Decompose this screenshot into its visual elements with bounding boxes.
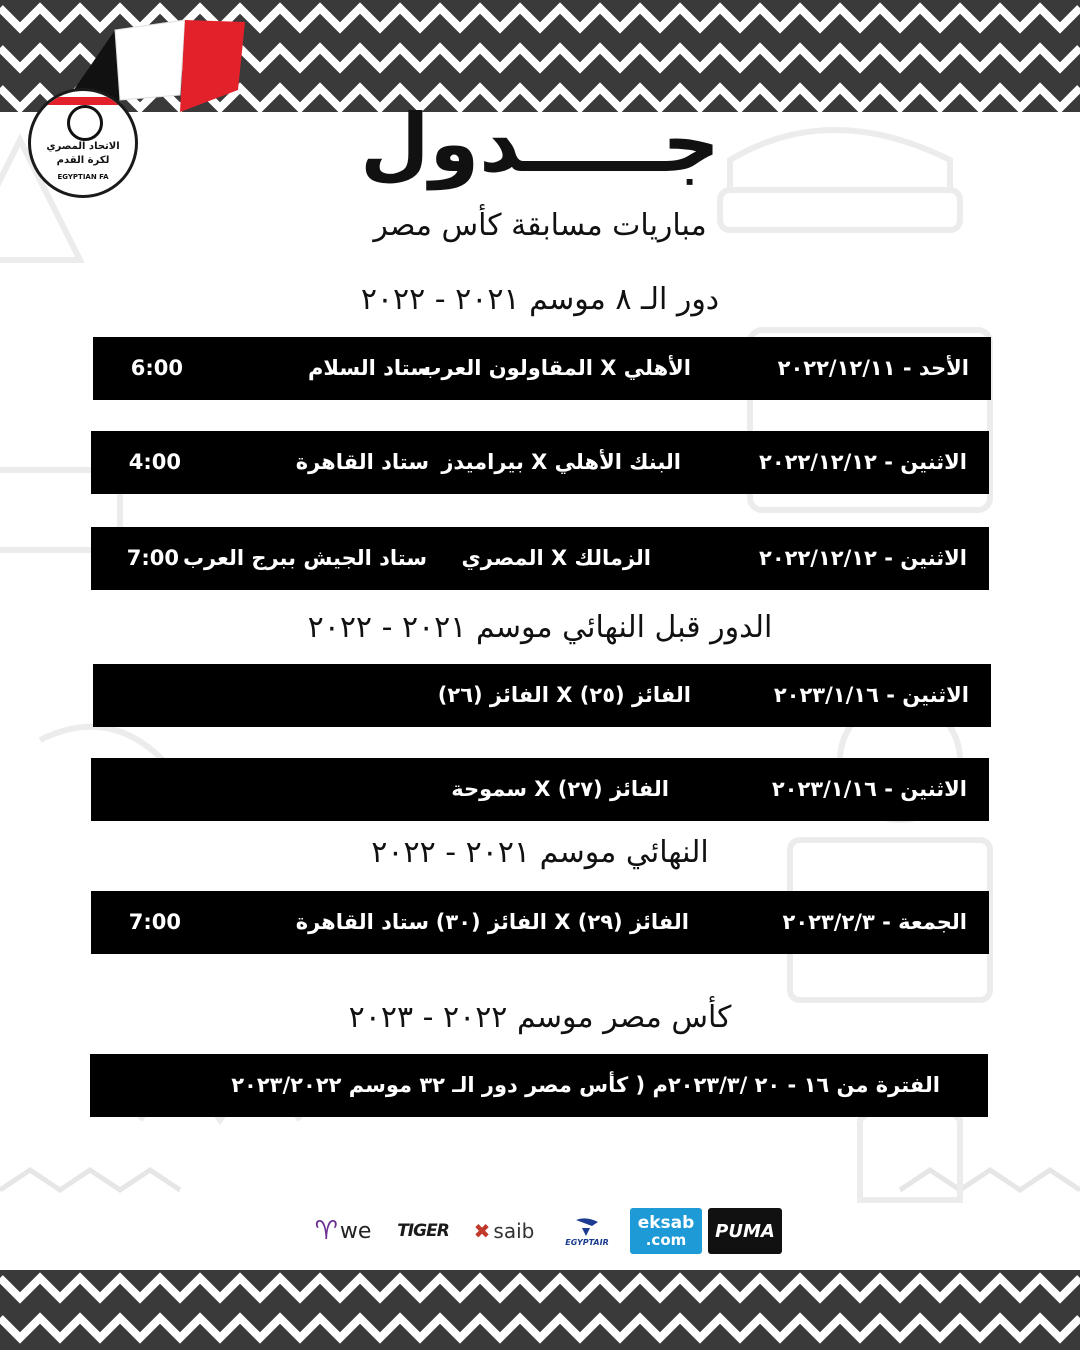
eksab-logo-domain: .com xyxy=(645,1231,687,1249)
section-heading-semi-final: الدور قبل النهائي موسم ٢٠٢١ - ٢٠٢٢ xyxy=(307,610,773,645)
logo-text-arabic-1: الاتحاد المصري xyxy=(46,141,120,152)
match-teams: الزمالك X المصري xyxy=(461,546,651,570)
egyptian-fa-logo xyxy=(28,88,138,198)
egyptair-logo xyxy=(550,1211,624,1251)
section-heading-final: النهائي موسم ٢٠٢١ - ٢٠٢٢ xyxy=(371,835,709,870)
match-date: الاثنين - ٢٠٢٢/١٢/١٢ xyxy=(759,450,967,474)
match-row xyxy=(93,664,991,727)
section-heading-2022-2023: كأس مصر موسم ٢٠٢٢ - ٢٠٢٣ xyxy=(348,1000,732,1035)
match-venue: ستاد السلام xyxy=(308,356,431,380)
match-teams: الفائز (٢٥) X الفائز (٢٦) xyxy=(437,683,691,707)
match-teams: الفائز (٢٩) X الفائز (٣٠) xyxy=(435,910,689,934)
match-time: 7:00 xyxy=(128,910,181,934)
football-icon xyxy=(67,105,103,141)
puma-logo-text: PUMA xyxy=(715,1220,775,1242)
match-date: الاثنين - ٢٠٢٣/١/١٦ xyxy=(773,683,969,707)
eksab-logo xyxy=(630,1208,702,1254)
match-venue: ستاد القاهرة xyxy=(295,910,429,934)
saib-logo-text: saib xyxy=(493,1219,535,1243)
tiger-logo-text: TIGER xyxy=(397,1221,449,1241)
match-row xyxy=(91,758,989,821)
match-teams: البنك الأهلي X بيراميدز xyxy=(441,450,681,474)
match-date: الاثنين - ٢٠٢٣/١/١٦ xyxy=(771,777,967,801)
tiger-logo xyxy=(392,1211,454,1251)
schedule-note-row xyxy=(90,1054,988,1117)
puma-logo xyxy=(708,1208,782,1254)
saib-logo: ✖ saib xyxy=(473,1219,535,1243)
match-venue: ستاد الجيش ببرج العرب xyxy=(182,546,427,570)
we-logo: ♈ we xyxy=(314,1216,372,1246)
eksab-logo-text: eksab xyxy=(637,1213,695,1233)
horus-icon xyxy=(572,1216,602,1238)
sponsor-bar xyxy=(300,1205,790,1255)
section-heading-round-8: دور الـ ٨ موسم ٢٠٢١ - ٢٠٢٢ xyxy=(360,282,720,317)
egyptair-logo-text: EGYPTAIR xyxy=(565,1237,609,1247)
match-date: الجمعة - ٢٠٢٣/٢/٣ xyxy=(782,910,967,934)
match-row xyxy=(91,527,989,590)
page-title: جـــــدول xyxy=(360,97,720,190)
match-row xyxy=(91,431,989,494)
page-subtitle: مباريات مسابقة كأس مصر xyxy=(373,208,707,243)
match-time: 6:00 xyxy=(130,356,183,380)
match-date: الاثنين - ٢٠٢٢/١٢/١٢ xyxy=(759,546,967,570)
logo-red-band xyxy=(39,97,127,105)
match-time: 7:00 xyxy=(126,546,179,570)
schedule-note: الفترة من ١٦ - ٢٠ /٢٠٢٣/٣م ( كأس مصر دور الـ ٣٢ موسم ٢٠٢٣/٢٠٢٢ xyxy=(231,1073,940,1097)
match-date: الأحد - ٢٠٢٢/١٢/١١ xyxy=(777,356,969,380)
logo-text-english: EGYPTIAN FA xyxy=(57,173,109,181)
match-row xyxy=(93,337,991,400)
match-venue: ستاد القاهرة xyxy=(295,450,429,474)
match-row xyxy=(91,891,989,954)
match-time: 4:00 xyxy=(128,450,181,474)
match-teams: الفائز (٢٧) X سموحة xyxy=(451,777,669,801)
we-logo-text: we xyxy=(339,1218,372,1244)
logo-text-arabic-2: لكرة القدم xyxy=(56,155,110,166)
match-teams: الأهلي X المقاولون العرب xyxy=(420,356,691,380)
